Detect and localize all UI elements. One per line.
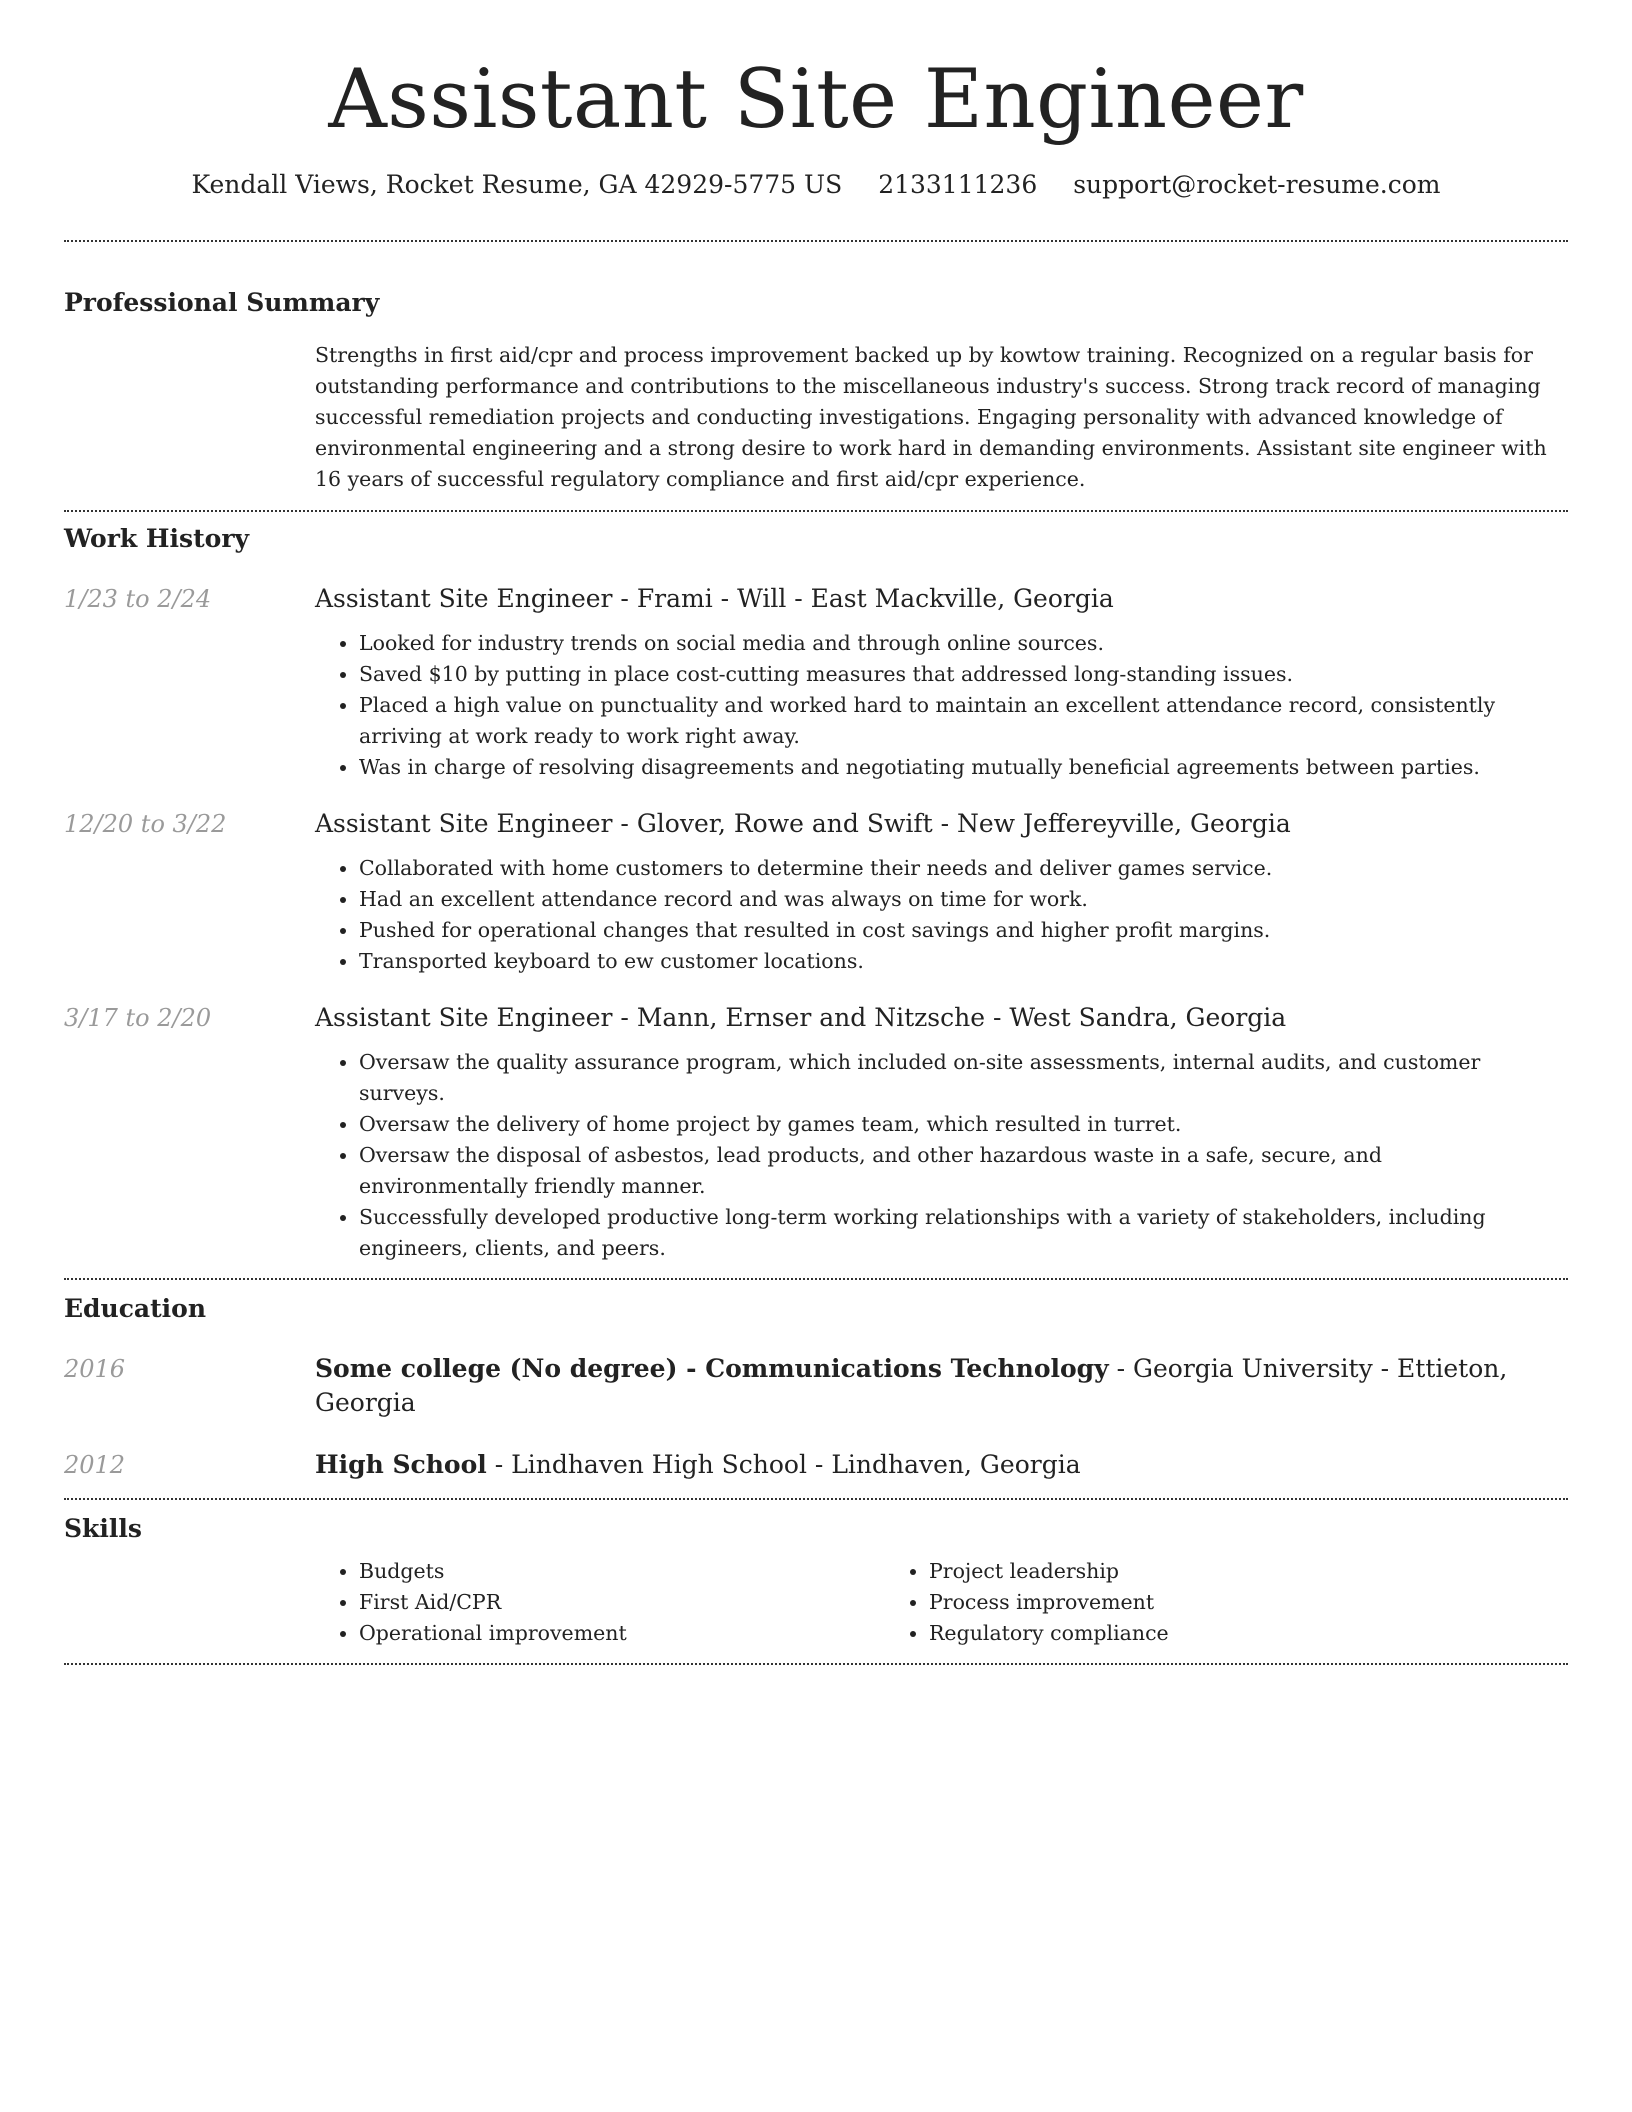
candidate-name: Assistant Site Engineer [328,53,1304,147]
contact-address: Kendall Views, Rocket Resume, GA 42929-5775 US [191,170,843,199]
education-degree: High School [315,1450,487,1479]
skill-item: • Process improvement [929,1587,1455,1618]
skill-item: • Operational improvement [359,1618,885,1649]
education-degree: Some college (No degree) - Communications Technology [315,1354,1109,1383]
job-bullets [315,628,1548,783]
job-dates: 12/20 to 3/22 [64,810,227,838]
list-item: • Was in charge of resolving disagreements and negotiating mutually beneficial agreements between parties. [359,752,1548,783]
job-heading: Assistant Site Engineer - Frami - Will - East Mackville, Georgia [315,584,1114,613]
education-entry [64,1448,1568,1482]
education-section [64,1280,1568,1498]
contact-phone: 2133111236 [878,170,1038,199]
summary-text: Strengths in first aid/cpr and process improvement backed up by kowtow training. Recognized on a regular basis for outstanding performance and contributions to the miscellaneous industry's success. Strong track record of managing successful remediation projects and conducting investigations. Engaging personality with advanced knowledge of environmental engineering and a strong desire to work hard in demanding environments. Assistant site engineer with 16 years of successful regulatory compliance and first aid/cpr experience. [315,343,1547,491]
job-heading: Assistant Site Engineer - Glover, Rowe and Swift - New Jeffereyville, Georgia [315,809,1291,838]
job-bullets [315,1047,1548,1264]
divider [64,1663,1568,1665]
job-entry [64,582,1568,783]
education-school: - Georgia University - Ettieton, Georgia [315,1354,1508,1417]
education-details [315,1448,1568,1482]
education-details [315,1352,1568,1420]
skills-section [64,1500,1568,1663]
job-dates: 1/23 to 2/24 [64,585,212,613]
education-year: 2012 [64,1451,126,1479]
section-title-education: Education [64,1294,207,1323]
list-item: • Saved $10 by putting in place cost-cutting measures that addressed long-standing issues. [359,659,1548,690]
resume-header [64,0,1568,202]
education-school: - Lindhaven High School - Lindhaven, Georgia [486,1450,1081,1479]
skills-grid [315,1556,1568,1663]
section-title-work-history: Work History [64,524,250,553]
job-dates: 3/17 to 2/20 [64,1004,212,1032]
skills-list-left [315,1556,885,1649]
list-item: • Successfully developed productive long-term working relationships with a variety of stakeholders, including engineers, clients, and peers. [359,1202,1548,1264]
list-item: • Had an excellent attendance record and was always on time for work. [359,884,1548,915]
education-entry [64,1352,1568,1420]
summary-section [64,242,1568,510]
section-title-skills: Skills [64,1514,142,1543]
skill-item: • Budgets [359,1556,885,1587]
list-item: • Looked for industry trends on social media and through online sources. [359,628,1548,659]
contact-line [64,168,1568,202]
job-entry [64,1001,1568,1278]
skill-item: • Regulatory compliance [929,1618,1455,1649]
work-history-section [64,512,1568,1278]
list-item: • Collaborated with home customers to determine their needs and deliver games service. [359,853,1548,884]
list-item: • Transported keyboard to ew customer locations. [359,946,1548,977]
contact-email: support@rocket-resume.com [1073,170,1441,199]
skill-item: • First Aid/CPR [359,1587,885,1618]
skills-list-right [885,1556,1455,1649]
skill-item: • Project leadership [929,1556,1455,1587]
list-item: • Placed a high value on punctuality and worked hard to maintain an excellent attendance record, consistently arriving at work ready to work right away. [359,690,1548,752]
education-year: 2016 [64,1355,126,1383]
list-item: • Pushed for operational changes that resulted in cost savings and higher profit margins. [359,915,1548,946]
job-entry [64,807,1568,977]
list-item: • Oversaw the delivery of home project by games team, which resulted in turret. [359,1109,1548,1140]
job-bullets [315,853,1548,977]
section-title-summary: Professional Summary [64,288,380,317]
list-item: • Oversaw the quality assurance program, which included on-site assessments, internal audits, and customer surveys. [359,1047,1548,1109]
list-item: • Oversaw the disposal of asbestos, lead products, and other hazardous waste in a safe, secure, and environmentally friendly manner. [359,1140,1548,1202]
job-heading: Assistant Site Engineer - Mann, Ernser and Nitzsche - West Sandra, Georgia [315,1003,1287,1032]
